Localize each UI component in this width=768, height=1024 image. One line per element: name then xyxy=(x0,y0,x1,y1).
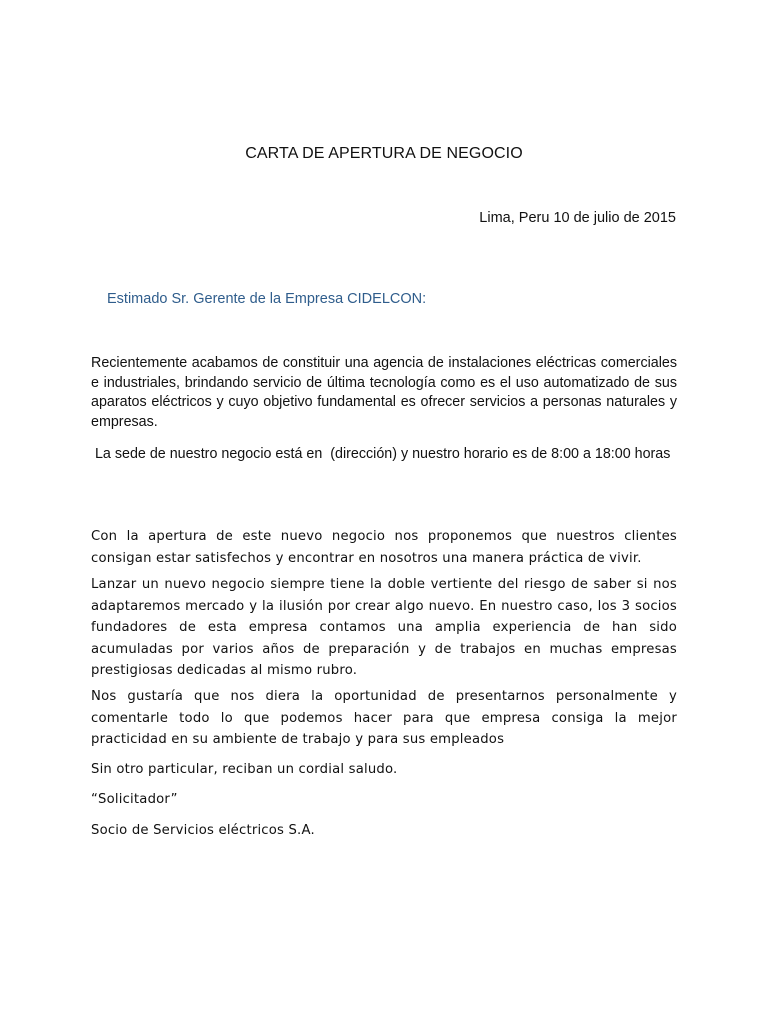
paragraph-intro: Recientemente acabamos de constituir una agencia de instalaciones eléctricas comerciales e industriales, brindando servicio de última tecnología como es el uso automatizado de sus aparatos eléctricos y cuyo objetivo fundamental es ofrecer servicios a personas naturales y empresas. xyxy=(91,355,677,430)
date-line: Lima, Peru 10 de julio de 2015 xyxy=(479,210,676,226)
letter-title: CARTA DE APERTURA DE NEGOCIO xyxy=(245,145,523,162)
paragraph-location: La sede de nuestro negocio está en (dirección) y nuestro horario es de 8:00 a 18:00 horas xyxy=(91,446,671,462)
paragraph-closing: Sin otro particular, reciban un cordial saludo. xyxy=(91,762,398,777)
paragraph-purpose: Con la apertura de este nuevo negocio nos proponemos que nuestros clientes consigan estar satisfechos y encontrar en nosotros una manera práctica de vivir. xyxy=(91,529,677,566)
paragraph-request: Nos gustaría que nos diera la oportunidad de presentarnos personalmente y comentarle todo lo que podemos hacer para que empresa consiga la mejor practicidad en su ambiente de trabajo y para sus empleados xyxy=(91,689,677,747)
signature-role: Socio de Servicios eléctricos S.A. xyxy=(91,823,315,838)
signature-name: “Solicitador” xyxy=(91,792,178,807)
paragraph-experience: Lanzar un nuevo negocio siempre tiene la doble vertiente del riesgo de saber si nos adaptaremos mercado y la ilusión por crear algo nuevo. En nuestro caso, los 3 socios fundadores de esta empresa contamos una amplia experiencia de han sido acumuladas por varios años de preparación y de trabajos en muchas empresas prestigiosas dedicadas al mismo rubro. xyxy=(91,577,677,678)
salutation: Estimado Sr. Gerente de la Empresa CIDELCON: xyxy=(107,291,427,307)
